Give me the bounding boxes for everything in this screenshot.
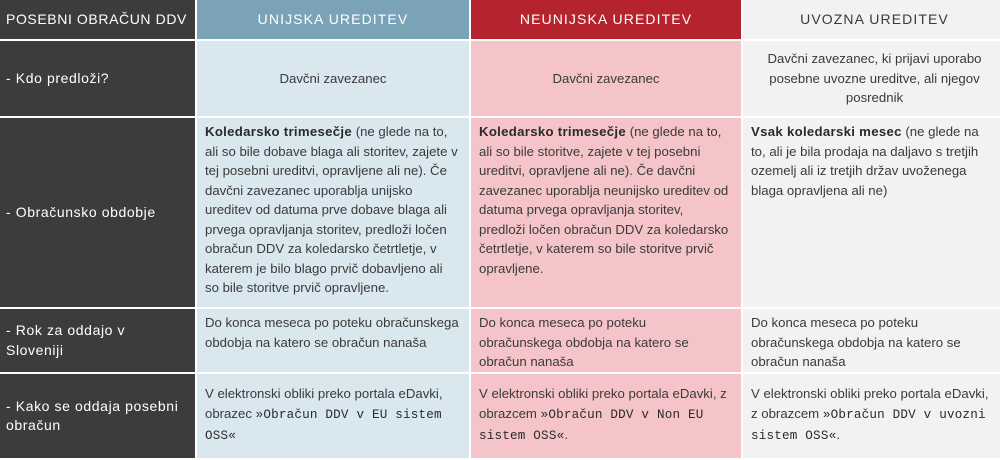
who-import-cell: Davčni zavezanec, ki prijavi uporabo posebne uvozne ureditve, ali njegov posrednik [743, 41, 1000, 118]
period-import-bold: Vsak koledarski mesec [751, 124, 902, 139]
how-import-text: V elektronski obliki preko portala eDavki, z obrazcem [751, 386, 989, 421]
deadline-eu-cell: Do konca meseca po poteku obračunskega obdobja na katero se obračun nanaša [197, 309, 469, 374]
row-label-how-to-submit: - Kako se oddaja posebni obračun [0, 374, 195, 460]
period-import-cell [743, 118, 1000, 309]
how-import-cell [743, 374, 1000, 460]
period-eu-cell [197, 118, 469, 309]
period-non-eu-bold: Koledarsko trimesečje [479, 124, 627, 139]
how-import-end: . [836, 427, 841, 442]
how-non-eu-text: V elektronski obliki preko portala eDavki, z obrazcem [479, 386, 727, 421]
deadline-import-cell: Do konca meseca po poteku obračunskega obdobja na katero se obračun nanaša [743, 309, 1000, 374]
period-non-eu-text: (ne glede na to, ali so bile storitve, zajete v tej posebni ureditvi, opravljene ali ne). Če davčni zavezanec uporablja neunijsko ureditev od datuma prvega opravljanja storitev, predloži ločen obračun DDV za koledarsko četrtletje, v katerem so bile storitve prvič opravljene. [479, 124, 729, 276]
header-corner: POSEBNI OBRAČUN DDV [0, 0, 195, 41]
deadline-non-eu-cell: Do konca meseca po poteku obračunskega obdobja na katero se obračun nanaša [471, 309, 741, 374]
how-non-eu-cell [471, 374, 741, 460]
how-non-eu-end: . [564, 427, 569, 442]
period-import-text: (ne glede na to, ali je bila prodaja na daljavo s tretjih ozemelj ali iz tretjih držav uvoženega blaga opravljena ali ne) [751, 124, 979, 198]
who-non-eu-cell: Davčni zavezanec [471, 41, 741, 118]
row-label-who-submits: - Kdo predloži? [0, 41, 195, 118]
how-non-eu-form-name: »Obračun DDV v Non EU sistem OSS« [479, 407, 704, 443]
period-eu-text: (ne glede na to, ali so bile dobave blaga ali storitev, zajete v tej posebni ureditvi, opravljene ali ne). Če davčni zavezanec uporablja unijsko ureditev od datuma prve dobave blaga ali prvega opravljanja storitev, predloži ločen obračun DDV za koledarsko četrtletje, v katerem je bilo blago prvič dobavljeno ali so bile storitve prvič opravljene. [205, 124, 458, 295]
how-import-form-name: »Obračun DDV v uvozni sistem OSS« [751, 407, 986, 443]
row-label-deadline: - Rok za oddajo v Sloveniji [0, 309, 195, 374]
how-eu-form-name: »Obračun DDV v EU sistem OSS« [205, 407, 442, 443]
row-label-period: - Obračunsko obdobje [0, 118, 195, 309]
who-eu-cell: Davčni zavezanec [197, 41, 469, 118]
header-import-scheme: UVOZNA UREDITEV [743, 0, 1000, 41]
period-eu-bold: Koledarsko trimesečje [205, 124, 353, 139]
how-eu-cell [197, 374, 469, 460]
header-eu-scheme: UNIJSKA UREDITEV [197, 0, 469, 41]
period-non-eu-cell [471, 118, 741, 309]
how-eu-text: V elektronski obliki preko portala eDavki, obrazec [205, 386, 443, 421]
header-non-eu-scheme: NEUNIJSKA UREDITEV [471, 0, 741, 41]
